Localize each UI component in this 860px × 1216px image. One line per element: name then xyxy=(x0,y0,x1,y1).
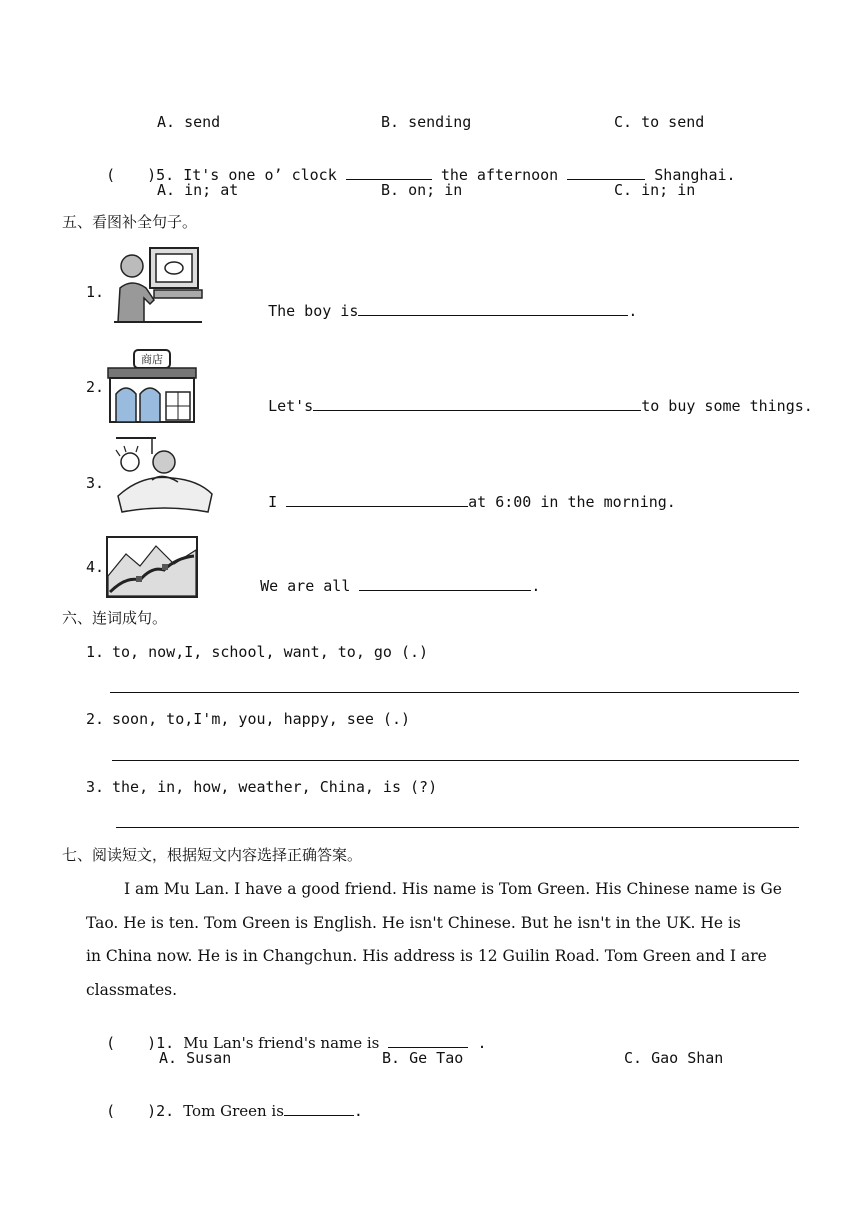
option-c: C. Gao Shan xyxy=(624,1049,724,1067)
section-6-title: 六、连词成句。 xyxy=(62,609,168,627)
item-number: 2. xyxy=(86,710,105,728)
question-number: )1. xyxy=(147,1034,175,1052)
option-b: B. Ge Tao xyxy=(382,1049,464,1067)
sentence-start: We are all xyxy=(260,577,351,595)
item-number: 1. xyxy=(86,283,105,301)
option-a: A. send xyxy=(157,113,221,131)
scrambled-words: the, in, how, weather, China, is (?) xyxy=(112,778,438,796)
section-7-title: 七、阅读短文，根据短文内容选择正确答案。 xyxy=(62,846,363,864)
question-text-part2: the afternoon xyxy=(440,166,559,184)
sentence-start: The boy is xyxy=(268,302,359,320)
item-number: 3. xyxy=(86,778,105,796)
option-a: A. Susan xyxy=(159,1049,232,1067)
option-c: C. to send xyxy=(614,113,705,131)
option-c: C. in; in xyxy=(614,181,696,199)
option-b: B. on; in xyxy=(381,181,463,199)
shop-sign-text: 商店 xyxy=(141,353,163,366)
shop-image xyxy=(106,348,198,424)
answer-line[interactable] xyxy=(116,827,799,828)
passage-line-3: in China now. He is in Changchun. His address is 12 Guilin Road. Tom Green and I are xyxy=(86,947,767,965)
answer-blank[interactable] xyxy=(359,576,531,591)
item-number: 1. xyxy=(86,643,105,661)
question-end: . xyxy=(477,1034,487,1052)
question-text-part3: Shanghai. xyxy=(654,166,736,184)
option-b: B. sending xyxy=(381,113,472,131)
question-number: )2. xyxy=(147,1102,175,1120)
sentence-end: at 6:00 in the morning. xyxy=(468,493,676,511)
item-number: 4. xyxy=(86,558,105,576)
question-5 xyxy=(88,147,736,184)
passage-line-4: classmates. xyxy=(86,981,178,999)
answer-blank[interactable] xyxy=(388,1033,468,1048)
sentence-4 xyxy=(242,558,540,595)
item-number: 2. xyxy=(86,378,105,396)
question-end: . xyxy=(353,1102,363,1120)
option-a: A. in; at xyxy=(157,181,239,199)
boy-waking-up-image xyxy=(112,434,216,516)
scrambled-words: to, now,I, school, want, to, go (.) xyxy=(112,643,429,661)
sentence-start: Let's xyxy=(268,397,314,415)
sentence-end: . xyxy=(531,577,541,595)
sentence-2 xyxy=(250,378,813,415)
answer-blank[interactable] xyxy=(286,492,468,507)
answer-paren-open: ( xyxy=(106,1102,116,1120)
sentence-start: I xyxy=(268,493,278,511)
answer-blank[interactable] xyxy=(346,165,432,180)
question-text-part1: It's one o’ clock xyxy=(183,166,337,184)
question-2 xyxy=(88,1083,363,1120)
passage-line-2: Tao. He is ten. Tom Green is English. He isn't Chinese. But he isn't in the UK. He is xyxy=(86,914,741,932)
section-5-title: 五、看图补全句子。 xyxy=(62,213,198,231)
sentence-end: to buy some things. xyxy=(641,397,813,415)
item-number: 3. xyxy=(86,474,105,492)
answer-blank[interactable] xyxy=(358,301,628,316)
answer-blank[interactable] xyxy=(284,1101,354,1116)
sentence-end: . xyxy=(628,302,638,320)
answer-blank[interactable] xyxy=(313,396,641,411)
passage-line-1: I am Mu Lan. I have a good friend. His name is Tom Green. His Chinese name is Ge xyxy=(124,880,782,898)
question-text: Tom Green is xyxy=(183,1102,284,1120)
sentence-3 xyxy=(250,474,676,511)
question-number: )5. xyxy=(147,166,175,184)
sentence-1 xyxy=(250,283,637,320)
question-1 xyxy=(88,1015,486,1052)
answer-paren-open: ( xyxy=(106,1034,116,1052)
question-text: Mu Lan's friend's name is xyxy=(183,1034,380,1052)
answer-paren-open: ( xyxy=(106,166,116,184)
answer-line[interactable] xyxy=(112,760,799,761)
answer-blank[interactable] xyxy=(567,165,645,180)
boy-computer-image xyxy=(110,244,206,324)
scrambled-words: soon, to,I'm, you, happy, see (.) xyxy=(112,710,411,728)
great-wall-image xyxy=(106,536,198,598)
answer-line[interactable] xyxy=(110,692,799,693)
